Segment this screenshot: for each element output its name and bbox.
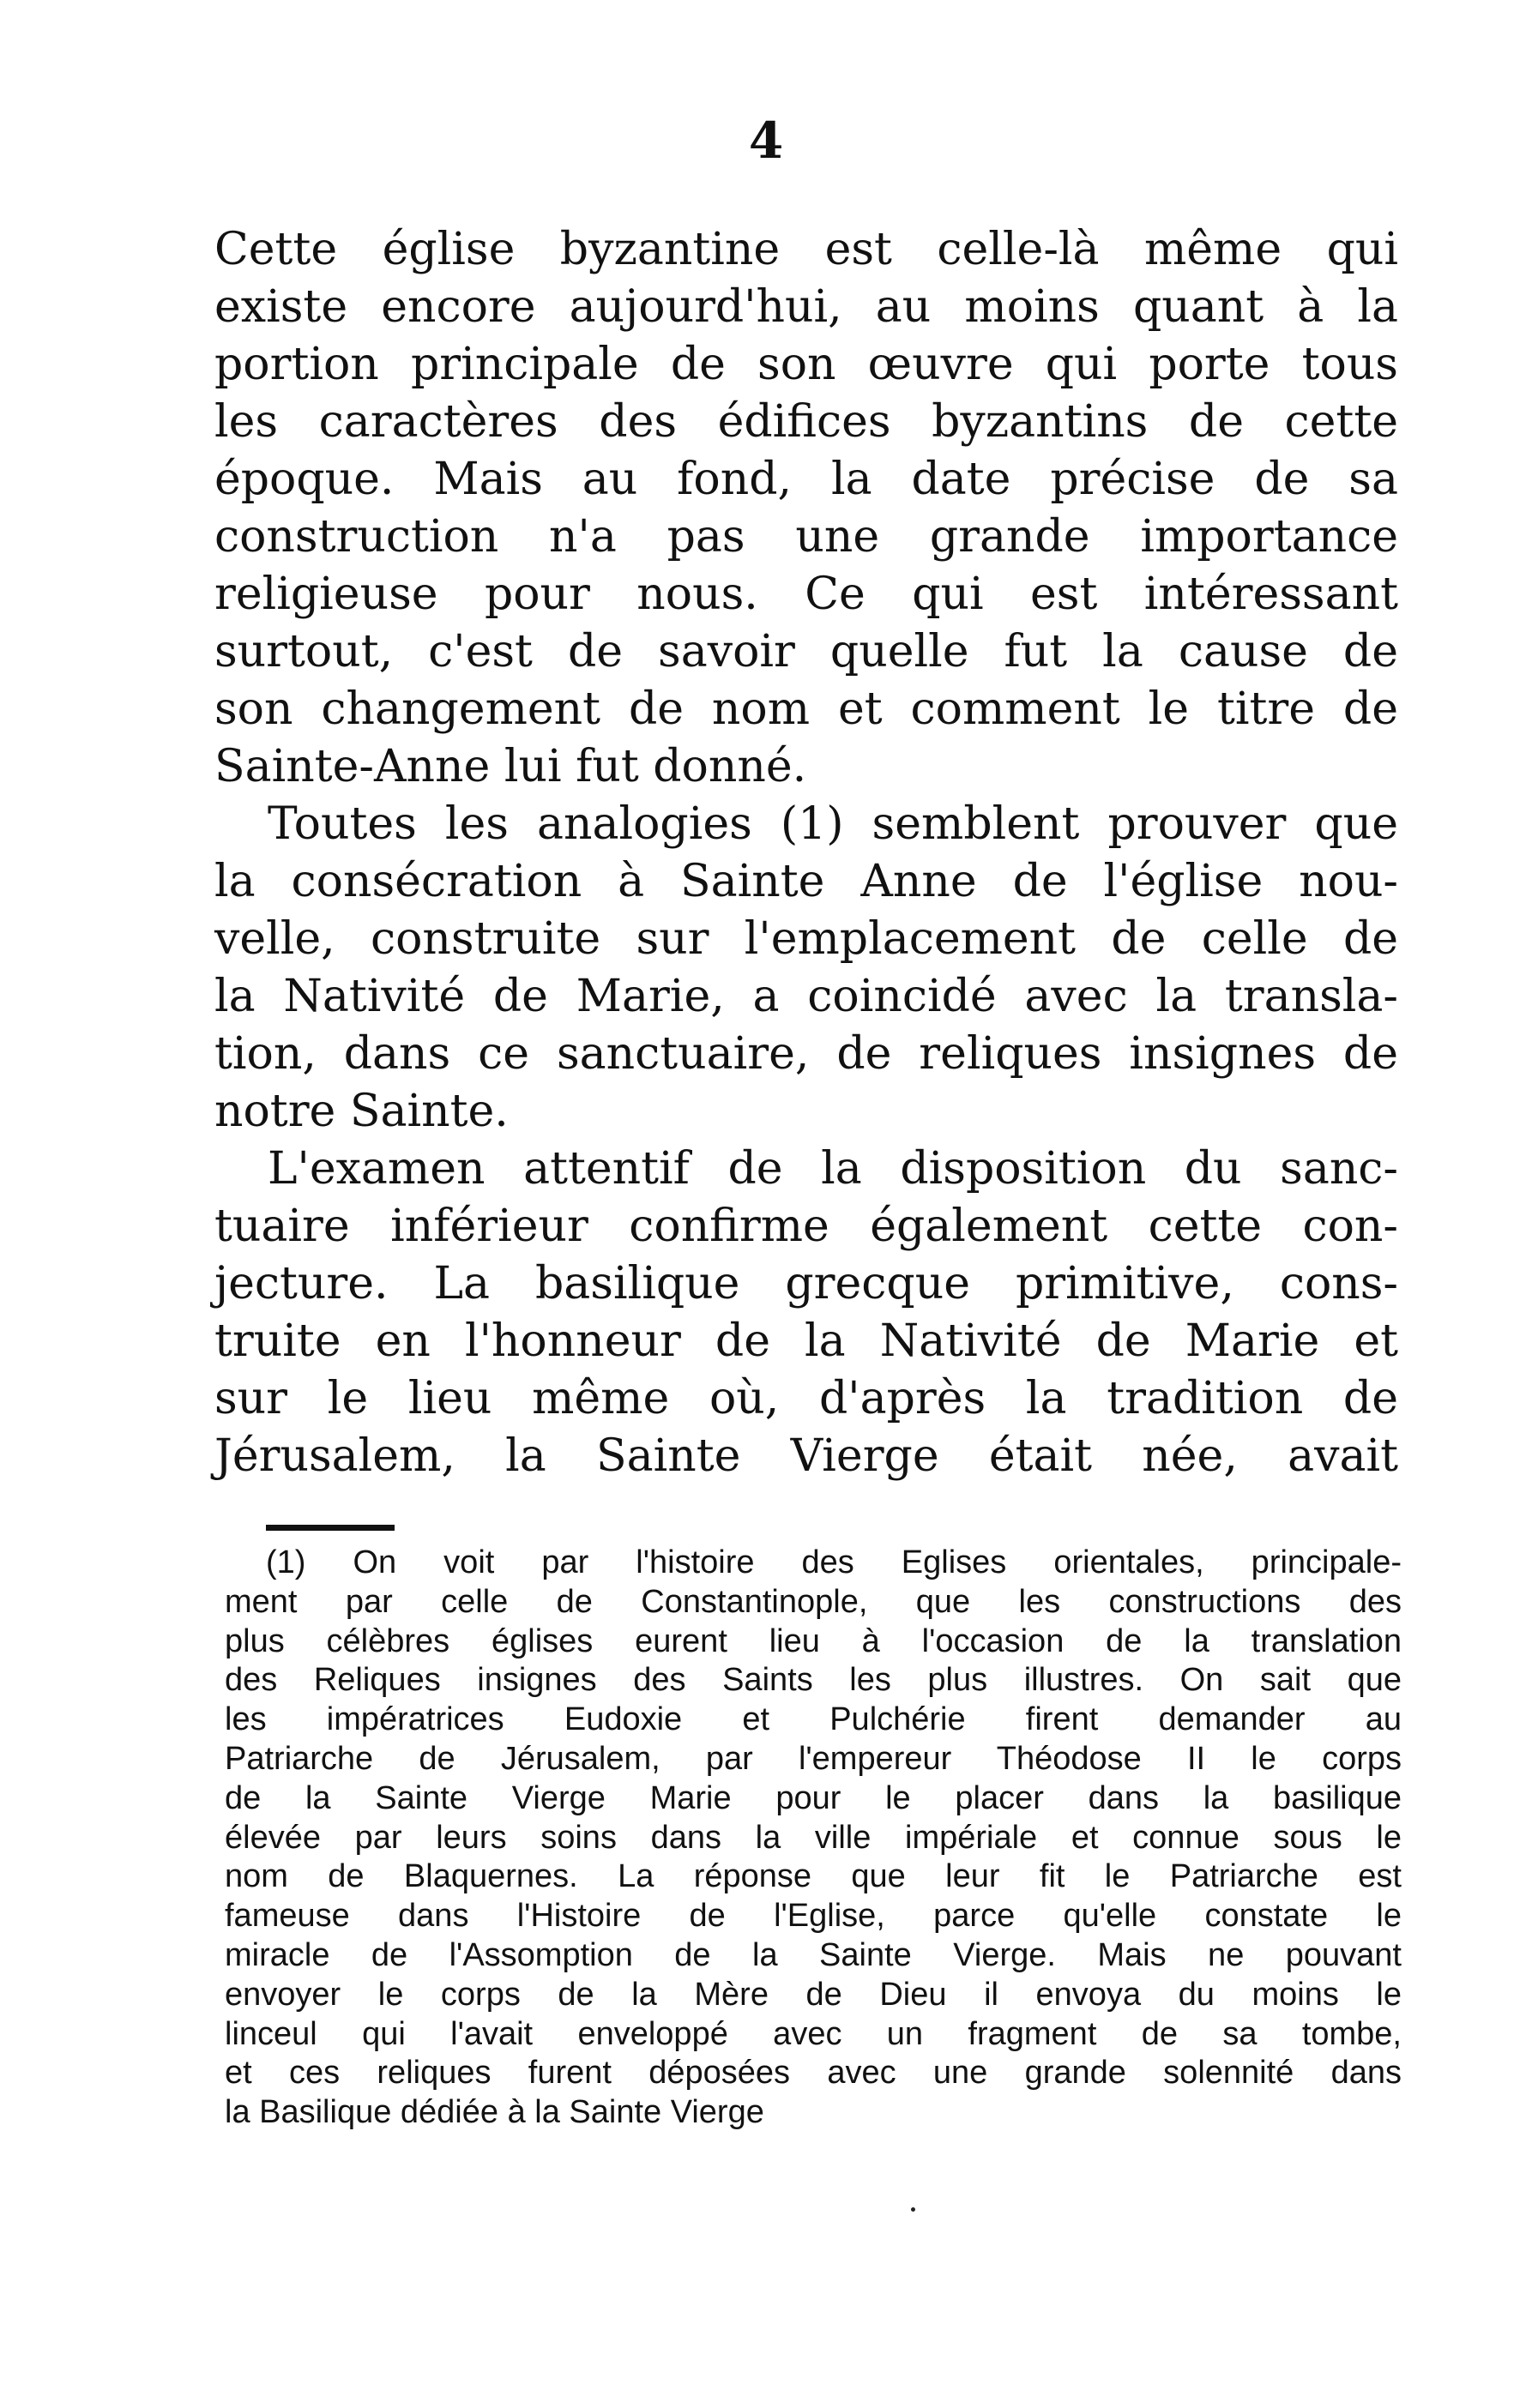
- text-line: truite en l'honneur de la Nativité de Marie et: [214, 1315, 1398, 1367]
- footnote-line: la Basilique dédiée à la Sainte Vierge: [225, 2094, 764, 2131]
- text-line: surtout, c'est de savoir quelle fut la cause de: [214, 626, 1398, 677]
- text-line: Jérusalem, la Sainte Vierge était née, avait: [214, 1430, 1398, 1482]
- text-line: son changement de nom et comment le titre de: [214, 683, 1398, 735]
- text-line: jecture. La basilique grecque primitive, cons-: [214, 1258, 1398, 1309]
- text-line: la consécration à Sainte Anne de l'église nou-: [214, 856, 1398, 907]
- footnote-line: (1) On voit par l'histoire des Eglises orientales, principale-: [266, 1544, 1402, 1580]
- text-line: les caractères des édifices byzantins de cette: [214, 396, 1398, 448]
- footnote-line: des Reliques insignes des Saints les plus illustres. On sait que: [225, 1662, 1402, 1699]
- footnote-line: Patriarche de Jérusalem, par l'empereur Théodose II le corps: [225, 1740, 1402, 1777]
- text-line: existe encore aujourd'hui, au moins quant à la: [214, 281, 1398, 333]
- text-line: Sainte-Anne lui fut donné.: [214, 741, 807, 792]
- main-text: [214, 221, 1398, 1485]
- footnote-line: linceul qui l'avait enveloppé avec un fragment de sa tombe,: [225, 2015, 1402, 2052]
- text-line: Cette église byzantine est celle-là même qui: [214, 224, 1398, 275]
- text-line: religieuse pour nous. Ce qui est intéressant: [214, 569, 1398, 620]
- text-line: velle, construite sur l'emplacement de celle de: [214, 913, 1398, 965]
- footnote-line: ment par celle de Constantinople, que les constructions des: [225, 1583, 1402, 1620]
- footnote-line: envoyer le corps de la Mère de Dieu il envoya du moins le: [225, 1976, 1402, 2013]
- page-number: 4: [748, 111, 784, 170]
- text-line: la Nativité de Marie, a coincidé avec la transla-: [214, 971, 1398, 1022]
- text-line: tion, dans ce sanctuaire, de reliques insignes de: [214, 1028, 1398, 1080]
- text-line: portion principale de son œuvre qui porte tous: [214, 339, 1398, 390]
- text-line: époque. Mais au fond, la date précise de sa: [214, 454, 1398, 505]
- footnote-line: les impératrices Eudoxie et Pulchérie firent demander au: [225, 1701, 1402, 1738]
- text-line: construction n'a pas une grande importance: [214, 511, 1398, 563]
- footnote-line: plus célèbres églises eurent lieu à l'occasion de la translation: [225, 1622, 1402, 1659]
- text-line: L'examen attentif de la disposition du sanc-: [268, 1143, 1398, 1195]
- text-line: tuaire inférieur confirme également cette con-: [214, 1201, 1398, 1252]
- footnote-line: fameuse dans l'Histoire de l'Eglise, parce qu'elle constate le: [225, 1898, 1402, 1935]
- text-line: Toutes les analogies (1) semblent prouver que: [268, 798, 1398, 850]
- ink-speck: [911, 2207, 915, 2212]
- footnote-line: miracle de l'Assomption de la Sainte Vierge. Mais ne pouvant: [225, 1936, 1402, 1973]
- footnote-line: de la Sainte Vierge Marie pour le placer dans la basilique: [225, 1779, 1402, 1816]
- footnote-line: nom de Blaquernes. La réponse que leur fit le Patriarche est: [225, 1858, 1402, 1895]
- footnote-line: et ces reliques furent déposées avec une grande solennité dans: [225, 2055, 1402, 2092]
- footnote-line: élevée par leurs soins dans la ville impériale et connue sous le: [225, 1819, 1402, 1856]
- footnote: [225, 1544, 1402, 2133]
- text-line: notre Sainte.: [214, 1086, 509, 1137]
- text-line: sur le lieu même où, d'après la tradition de: [214, 1373, 1398, 1424]
- footnote-separator: [266, 1525, 395, 1531]
